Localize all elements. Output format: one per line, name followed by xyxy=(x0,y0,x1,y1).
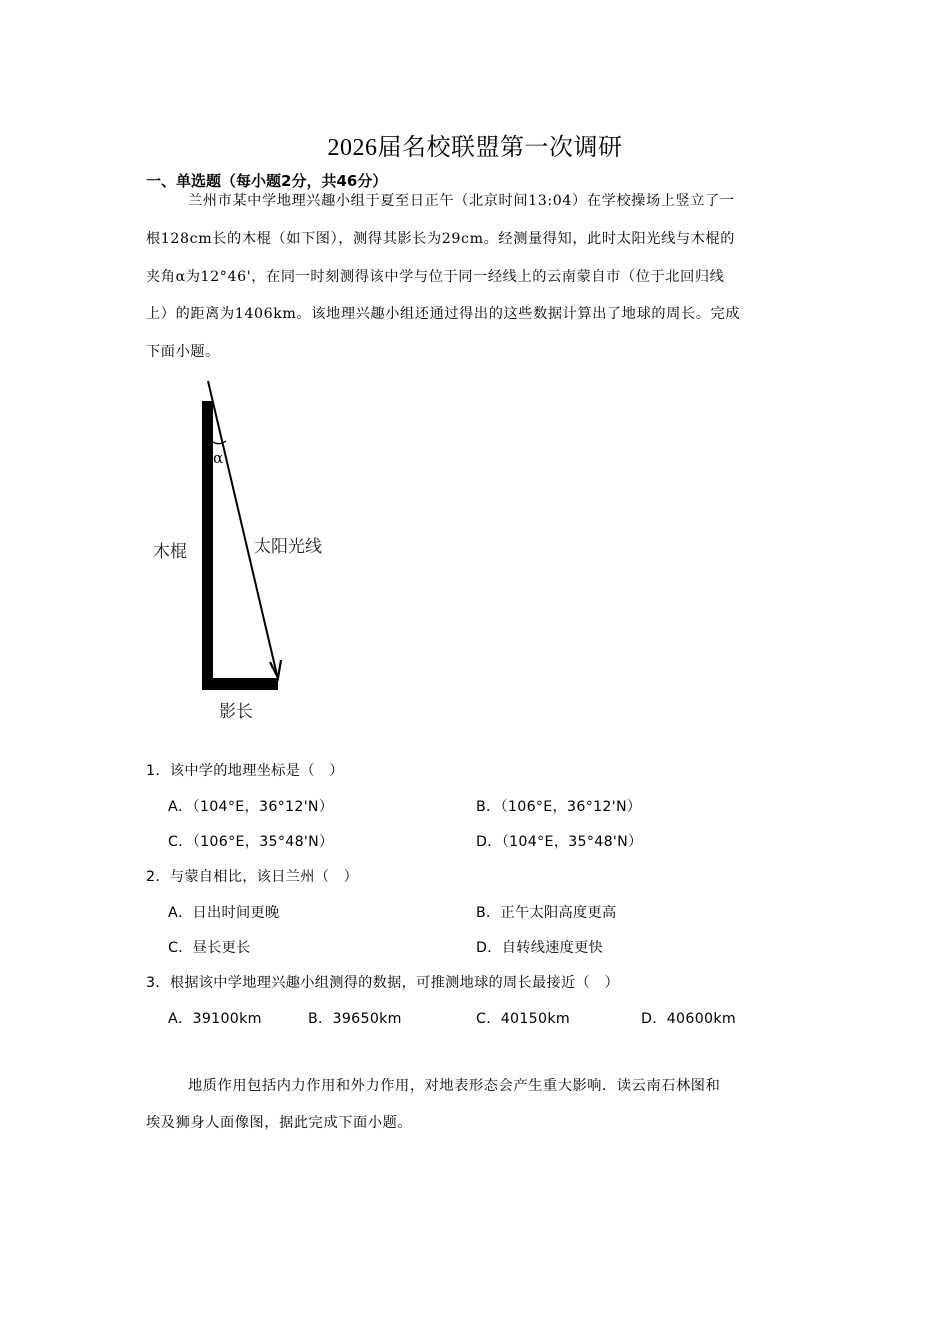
sun-ray-arrow xyxy=(208,381,277,675)
option-b[interactable] xyxy=(476,796,641,816)
option-a[interactable] xyxy=(168,902,279,922)
option-key: D． xyxy=(476,834,502,850)
intro-line-3: 夹角α为12°46'，在同一时刻测得该中学与位于同一经线上的云南蒙自市（位于北回归线 xyxy=(146,269,725,285)
option-b[interactable] xyxy=(308,1008,402,1028)
question-stem xyxy=(146,866,358,886)
option-text: 日出时间更晚 xyxy=(192,905,280,921)
stick-bar xyxy=(202,401,213,690)
option-b[interactable] xyxy=(476,902,616,922)
option-key: C． xyxy=(168,940,193,956)
second-line-1: 地质作用包括内力作用和外力作用，对地表形态会产生重大影响．读云南石林图和 xyxy=(188,1078,721,1094)
option-key: C． xyxy=(168,834,193,850)
sun-ray-label: 太阳光线 xyxy=(254,537,322,557)
option-text: （104°E，36°12'N） xyxy=(192,799,334,815)
option-text: （104°E，35°48'N） xyxy=(501,834,643,850)
intro-line-1: 兰州市某中学地理兴趣小组于夏至日正午（北京时间13:04）在学校操场上竖立了一 xyxy=(188,193,735,209)
option-key: A． xyxy=(168,1011,193,1027)
shadow-length-label: 影长 xyxy=(219,702,253,722)
option-d[interactable] xyxy=(476,831,643,851)
option-key: A． xyxy=(168,799,193,815)
option-c[interactable] xyxy=(476,1008,570,1028)
question-text: 根据该中学地理兴趣小组测得的数据，可推测地球的周长最接近（ ） xyxy=(169,975,619,991)
option-text: 40600km xyxy=(666,1011,736,1027)
option-key: D． xyxy=(641,1011,667,1027)
option-key: D． xyxy=(476,940,502,956)
option-text: （106°E，36°12'N） xyxy=(500,799,642,815)
angle-alpha-label: α xyxy=(213,449,224,467)
section-heading: 一、单选题（每小题2分，共46分） xyxy=(146,172,388,190)
stick-label: 木棍 xyxy=(153,542,187,562)
option-key: A． xyxy=(168,905,193,921)
option-text: 39650km xyxy=(332,1011,402,1027)
option-a[interactable] xyxy=(168,796,333,816)
option-key: B． xyxy=(308,1011,333,1027)
option-a[interactable] xyxy=(168,1008,262,1028)
intro-line-5: 下面小题。 xyxy=(146,344,220,360)
intro-line-4: 上）的距离为1406km。该地理兴趣小组还通过得出的这些数据计算出了地球的周长。完成 xyxy=(146,306,741,322)
option-d[interactable] xyxy=(476,937,603,957)
option-text: （106°E，35°48'N） xyxy=(192,834,334,850)
option-c[interactable] xyxy=(168,831,334,851)
question-number: 3． xyxy=(146,975,170,991)
option-key: B． xyxy=(476,905,501,921)
option-text: 40150km xyxy=(500,1011,570,1027)
option-d[interactable] xyxy=(641,1008,736,1028)
option-text: 正午太阳高度更高 xyxy=(500,905,617,921)
shadow-bar xyxy=(202,678,278,690)
angle-arc xyxy=(213,441,226,444)
question-text: 该中学的地理坐标是（ ） xyxy=(169,763,344,779)
question-text: 与蒙自相比，该日兰州（ ） xyxy=(169,869,359,885)
option-text: 自转线速度更快 xyxy=(501,940,604,956)
option-text: 昼长更长 xyxy=(192,940,251,956)
option-text: 39100km xyxy=(192,1011,262,1027)
intro-line-2: 根128cm长的木棍（如下图），测得其影长为29cm。经测量得知，此时太阳光线与木棍的 xyxy=(146,231,736,247)
second-line-2: 埃及狮身人面像图，据此完成下面小题。 xyxy=(146,1115,413,1131)
question-number: 2． xyxy=(146,869,170,885)
question-stem xyxy=(146,760,344,780)
option-key: B． xyxy=(476,799,501,815)
question-stem xyxy=(146,972,619,992)
option-key: C． xyxy=(476,1011,501,1027)
question-number: 1． xyxy=(146,763,170,779)
document-title: 2026届名校联盟第一次调研 xyxy=(327,135,623,161)
option-c[interactable] xyxy=(168,937,251,957)
